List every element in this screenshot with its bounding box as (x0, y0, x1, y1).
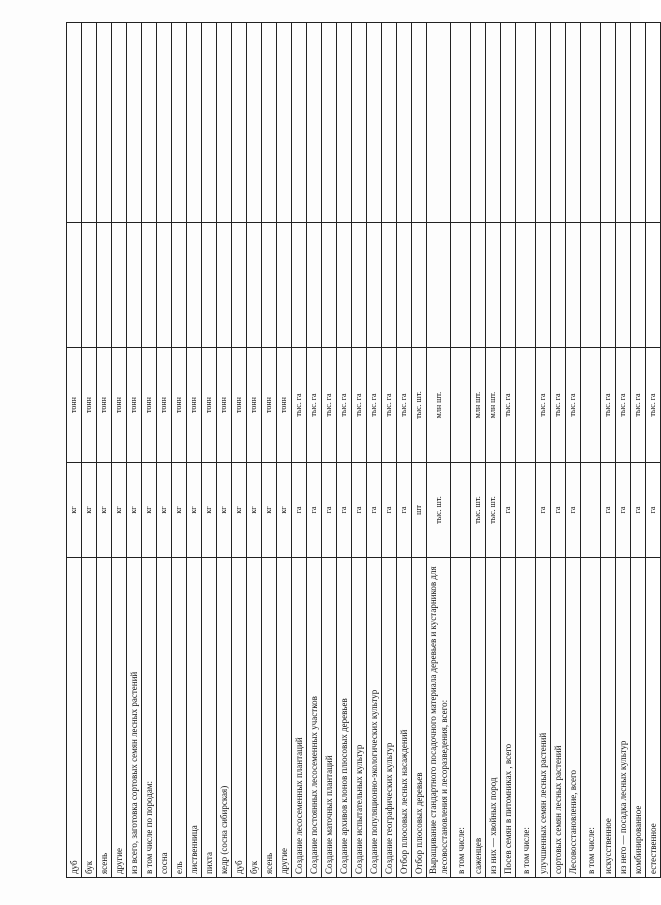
row-unit-large-cell: тыс. га (367, 348, 382, 463)
row-name-cell: Создание популяционно-экологических культур (367, 558, 382, 878)
table-row (471, 23, 486, 878)
row-value-cell-1 (142, 223, 157, 348)
row-name-cell: в том числе по породам: (142, 558, 157, 878)
row-value-cell-2 (82, 23, 97, 223)
row-value-cell-1 (352, 223, 367, 348)
row-value-cell-2 (97, 23, 112, 223)
table-row (601, 23, 616, 878)
table-row (292, 23, 307, 878)
row-name-cell: ель (172, 558, 187, 878)
row-value-cell-2 (616, 23, 631, 223)
row-value-cell-2 (451, 23, 471, 223)
row-unit-small-cell: га (551, 463, 566, 558)
row-value-cell-1 (262, 223, 277, 348)
row-unit-large-cell: тонн (97, 348, 112, 463)
row-value-cell-1 (127, 223, 142, 348)
row-value-cell-2 (292, 23, 307, 223)
row-unit-large-cell: тонн (127, 348, 142, 463)
row-value-cell-1 (202, 223, 217, 348)
row-unit-small-cell: кг (112, 463, 127, 558)
row-unit-large-cell: тыс. га (307, 348, 322, 463)
row-value-cell-2 (187, 23, 202, 223)
row-unit-small-cell: кг (67, 463, 82, 558)
row-unit-large-cell: тонн (112, 348, 127, 463)
row-value-cell-2 (262, 23, 277, 223)
row-unit-small-cell: га (566, 463, 581, 558)
table-row (427, 23, 451, 878)
row-value-cell-2 (516, 23, 536, 223)
row-unit-large-cell: тонн (67, 348, 82, 463)
row-unit-small-cell: кг (82, 463, 97, 558)
table-row (172, 23, 187, 878)
row-name-cell: другие (112, 558, 127, 878)
row-unit-large-cell: тонн (262, 348, 277, 463)
row-value-cell-2 (427, 23, 451, 223)
row-name-cell: Создание географических культур (382, 558, 397, 878)
row-unit-large-cell: тыс. га (646, 348, 661, 463)
row-name-cell: в том числе: (516, 558, 536, 878)
row-name-cell: лиственница (187, 558, 202, 878)
row-unit-large-cell (516, 348, 536, 463)
row-name-cell: Создание лесосеменных плантаций (292, 558, 307, 878)
row-unit-small-cell: га (601, 463, 616, 558)
row-name-cell: Лесовосстановление, всего (566, 558, 581, 878)
row-name-cell: в том числе: (581, 558, 601, 878)
row-unit-small-cell: га (292, 463, 307, 558)
row-unit-small-cell: га (616, 463, 631, 558)
row-unit-small-cell: га (337, 463, 352, 558)
row-value-cell-2 (247, 23, 262, 223)
row-value-cell-2 (202, 23, 217, 223)
row-value-cell-1 (157, 223, 172, 348)
row-value-cell-2 (397, 23, 412, 223)
row-name-cell: саженцев (471, 558, 486, 878)
row-unit-small-cell: кг (172, 463, 187, 558)
row-unit-small-cell (451, 463, 471, 558)
row-name-cell: бук (247, 558, 262, 878)
table-body (67, 23, 661, 878)
row-value-cell-1 (307, 223, 322, 348)
row-unit-small-cell: га (307, 463, 322, 558)
row-unit-large-cell: тыс. га (551, 348, 566, 463)
row-unit-large-cell: тонн (142, 348, 157, 463)
row-name-cell: дуб (67, 558, 82, 878)
row-name-cell: бук (82, 558, 97, 878)
row-value-cell-2 (536, 23, 551, 223)
row-value-cell-2 (551, 23, 566, 223)
row-unit-small-cell: га (397, 463, 412, 558)
row-value-cell-2 (67, 23, 82, 223)
row-value-cell-2 (352, 23, 367, 223)
row-value-cell-1 (337, 223, 352, 348)
table-row (277, 23, 292, 878)
table-row (112, 23, 127, 878)
rotated-table-container (66, 23, 658, 878)
row-unit-small-cell: шт (412, 463, 427, 558)
row-value-cell-2 (601, 23, 616, 223)
row-value-cell-2 (566, 23, 581, 223)
table-row (352, 23, 367, 878)
row-value-cell-1 (566, 223, 581, 348)
row-value-cell-1 (67, 223, 82, 348)
row-value-cell-1 (232, 223, 247, 348)
row-unit-large-cell: тыс. га (322, 348, 337, 463)
row-value-cell-1 (486, 223, 501, 348)
row-unit-small-cell: га (382, 463, 397, 558)
table-row (337, 23, 352, 878)
row-value-cell-2 (486, 23, 501, 223)
row-unit-small-cell: кг (142, 463, 157, 558)
row-unit-large-cell: тонн (157, 348, 172, 463)
row-value-cell-1 (187, 223, 202, 348)
row-value-cell-1 (601, 223, 616, 348)
row-unit-large-cell: тыс. га (536, 348, 551, 463)
row-name-cell: сортовых семян лесных растений (551, 558, 566, 878)
table-row (367, 23, 382, 878)
table-row (382, 23, 397, 878)
row-name-cell: пихта (202, 558, 217, 878)
forestry-indicators-table (66, 22, 661, 878)
row-unit-small-cell: га (352, 463, 367, 558)
row-value-cell-1 (322, 223, 337, 348)
row-value-cell-2 (142, 23, 157, 223)
table-row (82, 23, 97, 878)
row-value-cell-1 (616, 223, 631, 348)
row-unit-large-cell: тонн (172, 348, 187, 463)
table-row (67, 23, 82, 878)
row-value-cell-1 (451, 223, 471, 348)
row-name-cell: ясень (97, 558, 112, 878)
row-value-cell-1 (551, 223, 566, 348)
row-unit-large-cell: тонн (232, 348, 247, 463)
row-unit-large-cell: тыс. га (337, 348, 352, 463)
row-name-cell: кедр (сосна сибирская) (217, 558, 232, 878)
row-value-cell-1 (631, 223, 646, 348)
row-value-cell-2 (581, 23, 601, 223)
row-value-cell-2 (412, 23, 427, 223)
row-unit-large-cell: тыс. га (292, 348, 307, 463)
table-row (187, 23, 202, 878)
row-value-cell-2 (337, 23, 352, 223)
row-unit-large-cell: тонн (217, 348, 232, 463)
row-value-cell-1 (97, 223, 112, 348)
row-value-cell-1 (536, 223, 551, 348)
row-value-cell-1 (646, 223, 661, 348)
row-name-cell: Создание испытательных культур (352, 558, 367, 878)
table-row (566, 23, 581, 878)
table-row (516, 23, 536, 878)
row-value-cell-2 (631, 23, 646, 223)
row-value-cell-2 (501, 23, 516, 223)
row-name-cell: сосна (157, 558, 172, 878)
row-value-cell-2 (367, 23, 382, 223)
table-row (232, 23, 247, 878)
row-unit-small-cell: кг (277, 463, 292, 558)
row-value-cell-1 (247, 223, 262, 348)
row-unit-large-cell (451, 348, 471, 463)
row-value-cell-1 (367, 223, 382, 348)
row-unit-small-cell: тыс. шт. (471, 463, 486, 558)
row-unit-large-cell: млн шт. (486, 348, 501, 463)
row-value-cell-1 (397, 223, 412, 348)
row-value-cell-1 (581, 223, 601, 348)
table-row (551, 23, 566, 878)
row-unit-small-cell: тыс. шт. (427, 463, 451, 558)
row-value-cell-1 (382, 223, 397, 348)
row-name-cell: Посев семян в питомниках , всего (501, 558, 516, 878)
row-unit-large-cell: тыс. га (501, 348, 516, 463)
row-value-cell-2 (471, 23, 486, 223)
row-name-cell: из них — хвойных пород (486, 558, 501, 878)
table-row (581, 23, 601, 878)
row-unit-large-cell: тонн (82, 348, 97, 463)
row-value-cell-1 (277, 223, 292, 348)
row-value-cell-2 (307, 23, 322, 223)
row-unit-small-cell: га (367, 463, 382, 558)
table-row (202, 23, 217, 878)
row-name-cell: Создание архивов клонов плюсовых деревьев (337, 558, 352, 878)
table-row (486, 23, 501, 878)
row-name-cell: улучшенных семян лесных растений (536, 558, 551, 878)
table-row (397, 23, 412, 878)
row-unit-small-cell: га (501, 463, 516, 558)
row-unit-small-cell: тыс. шт. (486, 463, 501, 558)
row-name-cell: Создание маточных плантаций (322, 558, 337, 878)
row-unit-small-cell: га (631, 463, 646, 558)
table-row (262, 23, 277, 878)
row-unit-small-cell (516, 463, 536, 558)
table-row (631, 23, 646, 878)
table-row (97, 23, 112, 878)
row-name-cell: Отбор плюсовых лесных насаждений (397, 558, 412, 878)
row-name-cell: из него — посадка лесных культур (616, 558, 631, 878)
row-unit-large-cell: тонн (247, 348, 262, 463)
row-unit-small-cell: га (322, 463, 337, 558)
row-unit-small-cell: кг (157, 463, 172, 558)
row-name-cell: комбинированное (631, 558, 646, 878)
table-row (157, 23, 172, 878)
row-unit-small-cell: кг (217, 463, 232, 558)
row-value-cell-1 (427, 223, 451, 348)
row-value-cell-2 (172, 23, 187, 223)
table-row (536, 23, 551, 878)
table-row (501, 23, 516, 878)
row-name-cell: искусственное (601, 558, 616, 878)
row-unit-small-cell: кг (232, 463, 247, 558)
row-unit-large-cell: тыс. га (352, 348, 367, 463)
row-name-cell: дуб (232, 558, 247, 878)
row-unit-large-cell: тонн (277, 348, 292, 463)
row-unit-large-cell: тонн (202, 348, 217, 463)
table-row (142, 23, 157, 878)
row-value-cell-2 (157, 23, 172, 223)
row-name-cell: естественное (646, 558, 661, 878)
row-value-cell-1 (172, 223, 187, 348)
table-row (217, 23, 232, 878)
row-value-cell-1 (292, 223, 307, 348)
row-unit-large-cell: тонн (187, 348, 202, 463)
table-row (322, 23, 337, 878)
row-value-cell-2 (277, 23, 292, 223)
row-unit-large-cell: тыс. шт. (412, 348, 427, 463)
row-value-cell-1 (471, 223, 486, 348)
table-row (646, 23, 661, 878)
row-value-cell-1 (412, 223, 427, 348)
row-unit-small-cell: кг (97, 463, 112, 558)
row-unit-large-cell: млн шт. (427, 348, 451, 463)
row-unit-small-cell: кг (127, 463, 142, 558)
row-value-cell-2 (112, 23, 127, 223)
row-name-cell: Выращивание стандартного посадочного материала деревьев и кустарников для лесовосстановления и лесоразведения, всего: (427, 558, 451, 878)
row-value-cell-2 (322, 23, 337, 223)
row-unit-small-cell (581, 463, 601, 558)
table-row (451, 23, 471, 878)
row-value-cell-1 (501, 223, 516, 348)
row-value-cell-1 (112, 223, 127, 348)
row-unit-small-cell: кг (202, 463, 217, 558)
row-unit-large-cell: тыс. га (566, 348, 581, 463)
row-unit-small-cell: кг (187, 463, 202, 558)
row-name-cell: Отбор плюсовых деревьев (412, 558, 427, 878)
row-value-cell-1 (217, 223, 232, 348)
table-row (412, 23, 427, 878)
row-value-cell-2 (217, 23, 232, 223)
table-row (616, 23, 631, 878)
row-unit-small-cell: кг (247, 463, 262, 558)
table-row (307, 23, 322, 878)
row-unit-large-cell: тыс. га (616, 348, 631, 463)
row-value-cell-1 (516, 223, 536, 348)
row-unit-large-cell: тыс. га (397, 348, 412, 463)
row-name-cell: Создание постоянных лесосеменных участков (307, 558, 322, 878)
table-row (127, 23, 142, 878)
row-value-cell-2 (127, 23, 142, 223)
row-unit-small-cell: га (536, 463, 551, 558)
row-unit-large-cell: тыс. га (382, 348, 397, 463)
row-value-cell-2 (232, 23, 247, 223)
row-unit-small-cell: кг (262, 463, 277, 558)
row-name-cell: ясень (262, 558, 277, 878)
row-value-cell-1 (82, 223, 97, 348)
row-unit-large-cell: тыс. га (631, 348, 646, 463)
row-value-cell-2 (646, 23, 661, 223)
row-unit-large-cell: млн шт. (471, 348, 486, 463)
row-unit-large-cell (581, 348, 601, 463)
row-value-cell-2 (382, 23, 397, 223)
row-unit-large-cell: тыс. га (601, 348, 616, 463)
table-row (247, 23, 262, 878)
row-name-cell: в том числе: (451, 558, 471, 878)
row-name-cell: из всего, заготовка сортовых семян лесных растений (127, 558, 142, 878)
row-unit-small-cell: га (646, 463, 661, 558)
row-name-cell: другие (277, 558, 292, 878)
